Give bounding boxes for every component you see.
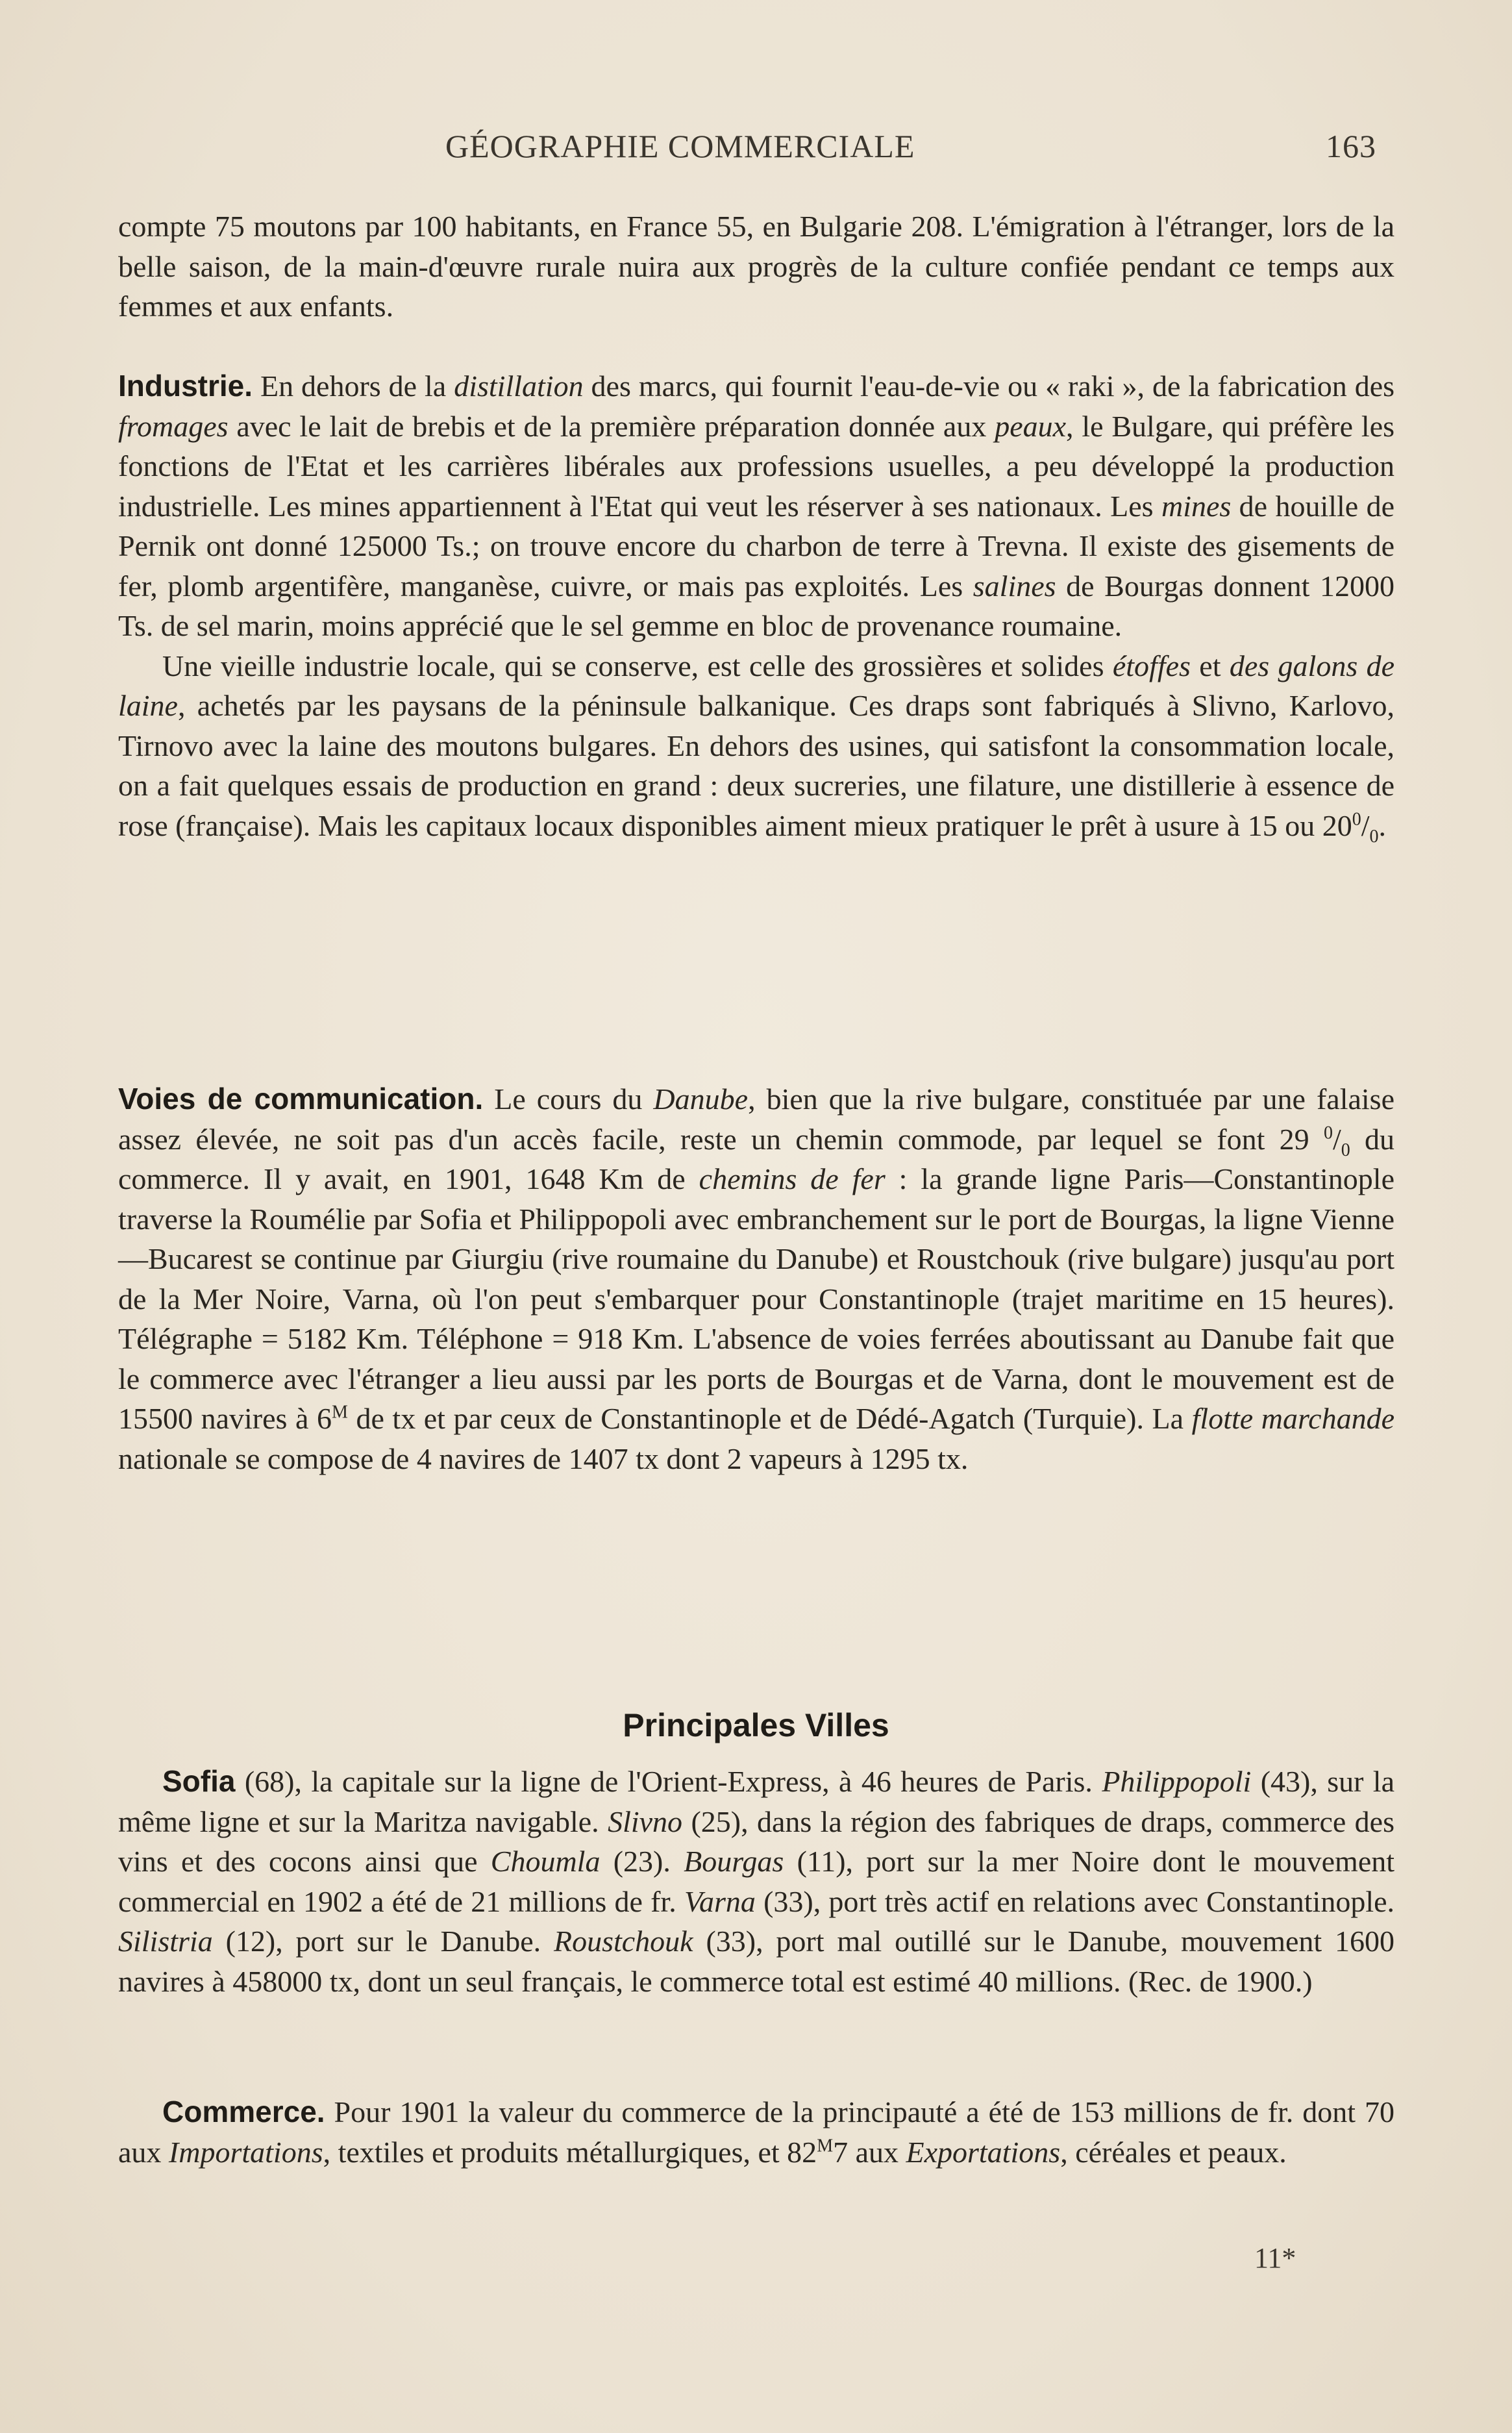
villes-sofia-heading: Sofia	[162, 1764, 236, 1798]
commerce-paragraph	[118, 2092, 1394, 2172]
villes-text-5: (11), port sur la mer Noire dont le mouvement commercial en 1902 a été de 21 millions de fr.	[118, 1845, 1395, 1918]
intro-section	[118, 206, 1394, 327]
voies-superscript-m: M	[331, 1402, 348, 1423]
industrie-text-1: En dehors de la	[260, 369, 447, 403]
industrie2-italic-1: étoffes	[1112, 649, 1191, 682]
signature-mark: 11*	[1254, 2242, 1296, 2274]
industrie2-text-3: , achetés par les paysans de la péninsule balkanique. Ces draps sont fabriqués à Slivno, Karlovo, Tirnovo avec la laine des moutons bulgares. En dehors des usines, qui satisfont la consommation locale, on a fait quelques essais de production en grand : deux sucreries, une filature, une distillerie à essence de rose (française). Mais les capitaux locaux disponibles aiment mieux pratiquer le prêt à usure à 15 ou 20	[118, 689, 1394, 842]
villes-section	[118, 1762, 1394, 2001]
industrie-heading: Industrie.	[118, 369, 253, 403]
voies-text-5: de tx et par ceux de Constantinople et de Dédé-Agatch (Turquie). La	[356, 1402, 1184, 1435]
villes-italic-4: Bourgas	[684, 1845, 784, 1878]
villes-text-2: (43), sur la même ligne et sur la Maritza navigable.	[118, 1765, 1394, 1838]
villes-paragraph	[118, 1762, 1394, 2001]
voies-percent-bottom: 0	[1341, 1140, 1350, 1160]
commerce-text-3: 7 aux	[833, 2135, 899, 2169]
villes-text-1: (68), la capitale sur la ligne de l'Orient-Express, à 46 heures de Paris.	[244, 1765, 1093, 1798]
voies-percent-top: 0	[1323, 1123, 1333, 1143]
voies-text-2: , bien que la rive bulgare, constituée par une falaise assez élevée, ne soit pas d'un accès facile, reste un chemin commode, par lequel se font 29	[118, 1082, 1394, 1156]
villes-text-8: (33), port mal outillé sur le Danube, mouvement 1600 navires à 458000 tx, dont un seul français, le commerce total est estimé 40 millions. (Rec. de 1900.)	[118, 1925, 1395, 1998]
commerce-italic-2: Exportations	[906, 2135, 1061, 2169]
villes-italic-7: Roustchouk	[553, 1925, 693, 1958]
commerce-italic-1: Importations	[168, 2135, 323, 2169]
commerce-text-4: , céréales et peaux.	[1060, 2135, 1287, 2169]
running-title: GÉOGRAPHIE COMMERCIALE	[445, 128, 915, 164]
industrie-italic-1: distillation	[454, 369, 584, 403]
industrie-text-6: de Bourgas donnent 12000 Ts. de sel marin, moins apprécié que le sel gemme en bloc de provenance roumaine.	[118, 569, 1395, 642]
villes-italic-1: Philippopoli	[1102, 1765, 1252, 1798]
villes-italic-3: Choumla	[490, 1845, 601, 1878]
industrie-italic-4: mines	[1161, 489, 1232, 523]
voies-text-3: du commerce. Il y avait, en 1901, 1648 Km de	[118, 1122, 1395, 1195]
villes-text-6: (33), port très actif en relations avec Constantinople.	[763, 1884, 1395, 1918]
villes-text-3: (25), dans la région des fabriques de draps, commerce des vins et des cocons ainsi que	[118, 1804, 1394, 1878]
industrie2-percent-top: 0	[1352, 809, 1361, 830]
industrie-text-4: , le Bulgare, qui préfère les fonctions de l'Etat et les carrières libérales aux professions usuelles, a peu développé la production industrielle. Les mines appartiennent à l'Etat qui veut les réserver à ses nationaux. Les	[118, 409, 1395, 523]
industrie2-text-4: .	[1378, 808, 1386, 842]
villes-title: Principales Villes	[623, 1707, 889, 1743]
voies-heading: Voies de communication.	[118, 1082, 484, 1116]
commerce-text-1: Pour 1901 la valeur du commerce de la principauté a été de 153 millions de fr. dont 70 aux	[118, 2095, 1395, 2169]
intro-paragraph: compte 75 moutons par 100 habitants, en France 55, en Bulgarie 208. L'émigration à l'étranger, lors de la belle saison, de la main-d'œuvre rurale nuira aux progrès de la culture confiée pendant ce temps aux femmes et aux enfants.	[118, 210, 1394, 323]
villes-italic-2: Slivno	[608, 1804, 683, 1838]
industrie-paragraph	[118, 366, 1394, 646]
industrie-text-2: des marcs, qui fournit l'eau-de-vie ou « raki », de la fabrication des	[591, 369, 1395, 403]
industrie-italic-2: fromages	[118, 409, 229, 443]
industrie2-italic-2: des galons de laine	[118, 649, 1395, 722]
page-number: 163	[1326, 128, 1376, 164]
industrie-text-3: avec le lait de brebis et de la première préparation donnée aux	[236, 409, 987, 443]
industrie2-text-1: Une vieille industrie locale, qui se conserve, est celle des grossières et solides	[162, 649, 1104, 682]
commerce-superscript-m: M	[817, 2136, 834, 2156]
industrie-italic-5: salines	[973, 569, 1056, 603]
voies-text-1: Le cours du	[494, 1082, 643, 1116]
voies-section	[118, 1079, 1394, 1479]
voies-paragraph: Voies de communication. Le cours du Danube, bien que la rive bulgare, constituée par une falaise assez élevée, ne soit pas d'un accès facile, reste un chemin commode, par lequel se font 29 $^0/_0$ du commerce. Il y avait, en 1901, 1648 Km de chemins de fer : la grande ligne Paris—Constantinople traverse la Roumélie par Sofia et Philippopoli avec embranchement sur le port de Bourgas, la ligne Vienne—Bucarest se continue par Giurgiu (rive roumaine du Danube) et Roustchouk (rive bulgare) jusqu'au port de la Mer Noire, Varna, où l'on peut s'embarquer pour Constantinople (trajet maritime en 15 heures). Télégraphe = 5182 Km. Téléphone = 918 Km. L'absence de voies ferrées aboutissant au Danube fait que le commerce avec l'étranger a lieu aussi par les ports de Bourgas et de Varna, dont le mouvement est de 15500 navires à $6^M$ de tx et par ceux de Constantinople et de Dédé-Agatch (Turquie). La flotte marchande nationale se compose de 4 navires de 1407 tx dont 2 vapeurs à 1295 tx.	[118, 1082, 1395, 1475]
villes-text-4: (23).	[613, 1845, 671, 1878]
industrie2-percent-bottom: 0	[1369, 826, 1379, 847]
industrie-italic-3: peaux	[995, 409, 1067, 443]
industrie-text-5: de houille de Pernik ont donné 125000 Ts.; on trouve encore du charbon de terre à Trevna. Il existe des gisements de fer, plomb argentifère, manganèse, cuivre, or mais pas exploités. Les	[118, 489, 1395, 603]
voies-italic-2: chemins de fer	[699, 1162, 886, 1195]
commerce-heading: Commerce.	[162, 2095, 325, 2128]
commerce-text-2: , textiles et produits métallurgiques, et 82	[323, 2135, 817, 2169]
villes-italic-6: Silistria	[118, 1925, 213, 1958]
villes-italic-5: Varna	[684, 1884, 756, 1918]
voies-text-6: nationale se compose de 4 navires de 1407 tx dont 2 vapeurs à 1295 tx.	[118, 1441, 969, 1475]
commerce-section	[118, 2092, 1394, 2172]
villes-text-7: (12), port sur le Danube.	[225, 1925, 541, 1958]
voies-italic-1: Danube	[653, 1082, 749, 1116]
industrie2-text-2: et	[1199, 649, 1221, 682]
voies-text-4: : la grande ligne Paris—Constantinople traverse la Roumélie par Sofia et Philippopoli avec embranchement sur le port de Bourgas, la ligne Vienne—Bucarest se continue par Giurgiu (rive roumaine du Danube) et Roustchouk (rive bulgare) jusqu'au port de la Mer Noire, Varna, où l'on peut s'embarquer pour Constantinople (trajet maritime en 15 heures). Télégraphe = 5182 Km. Téléphone = 918 Km. L'absence de voies ferrées aboutissant au Danube fait que le commerce avec l'étranger a lieu aussi par les ports de Bourgas et de Varna, dont le mouvement est de 15500 navires à 6	[118, 1162, 1394, 1435]
voies-italic-3: flotte marchande	[1191, 1402, 1395, 1435]
industrie-paragraph-2: Une vieille industrie locale, qui se conserve, est celle des grossières et solides étoffes et des galons de laine, achetés par les paysans de la péninsule balkanique. Ces draps sont fabriqués à Slivno, Karlovo, Tirnovo avec la laine des moutons bulgares. En dehors des usines, qui satisfont la consommation locale, on a fait quelques essais de production en grand : deux sucreries, une filature, une distillerie à essence de rose (française). Mais les capitaux locaux disponibles aiment mieux pratiquer le prêt à usure à 15 ou $20^0/_0$.	[118, 649, 1395, 847]
industrie-section	[118, 366, 1394, 845]
